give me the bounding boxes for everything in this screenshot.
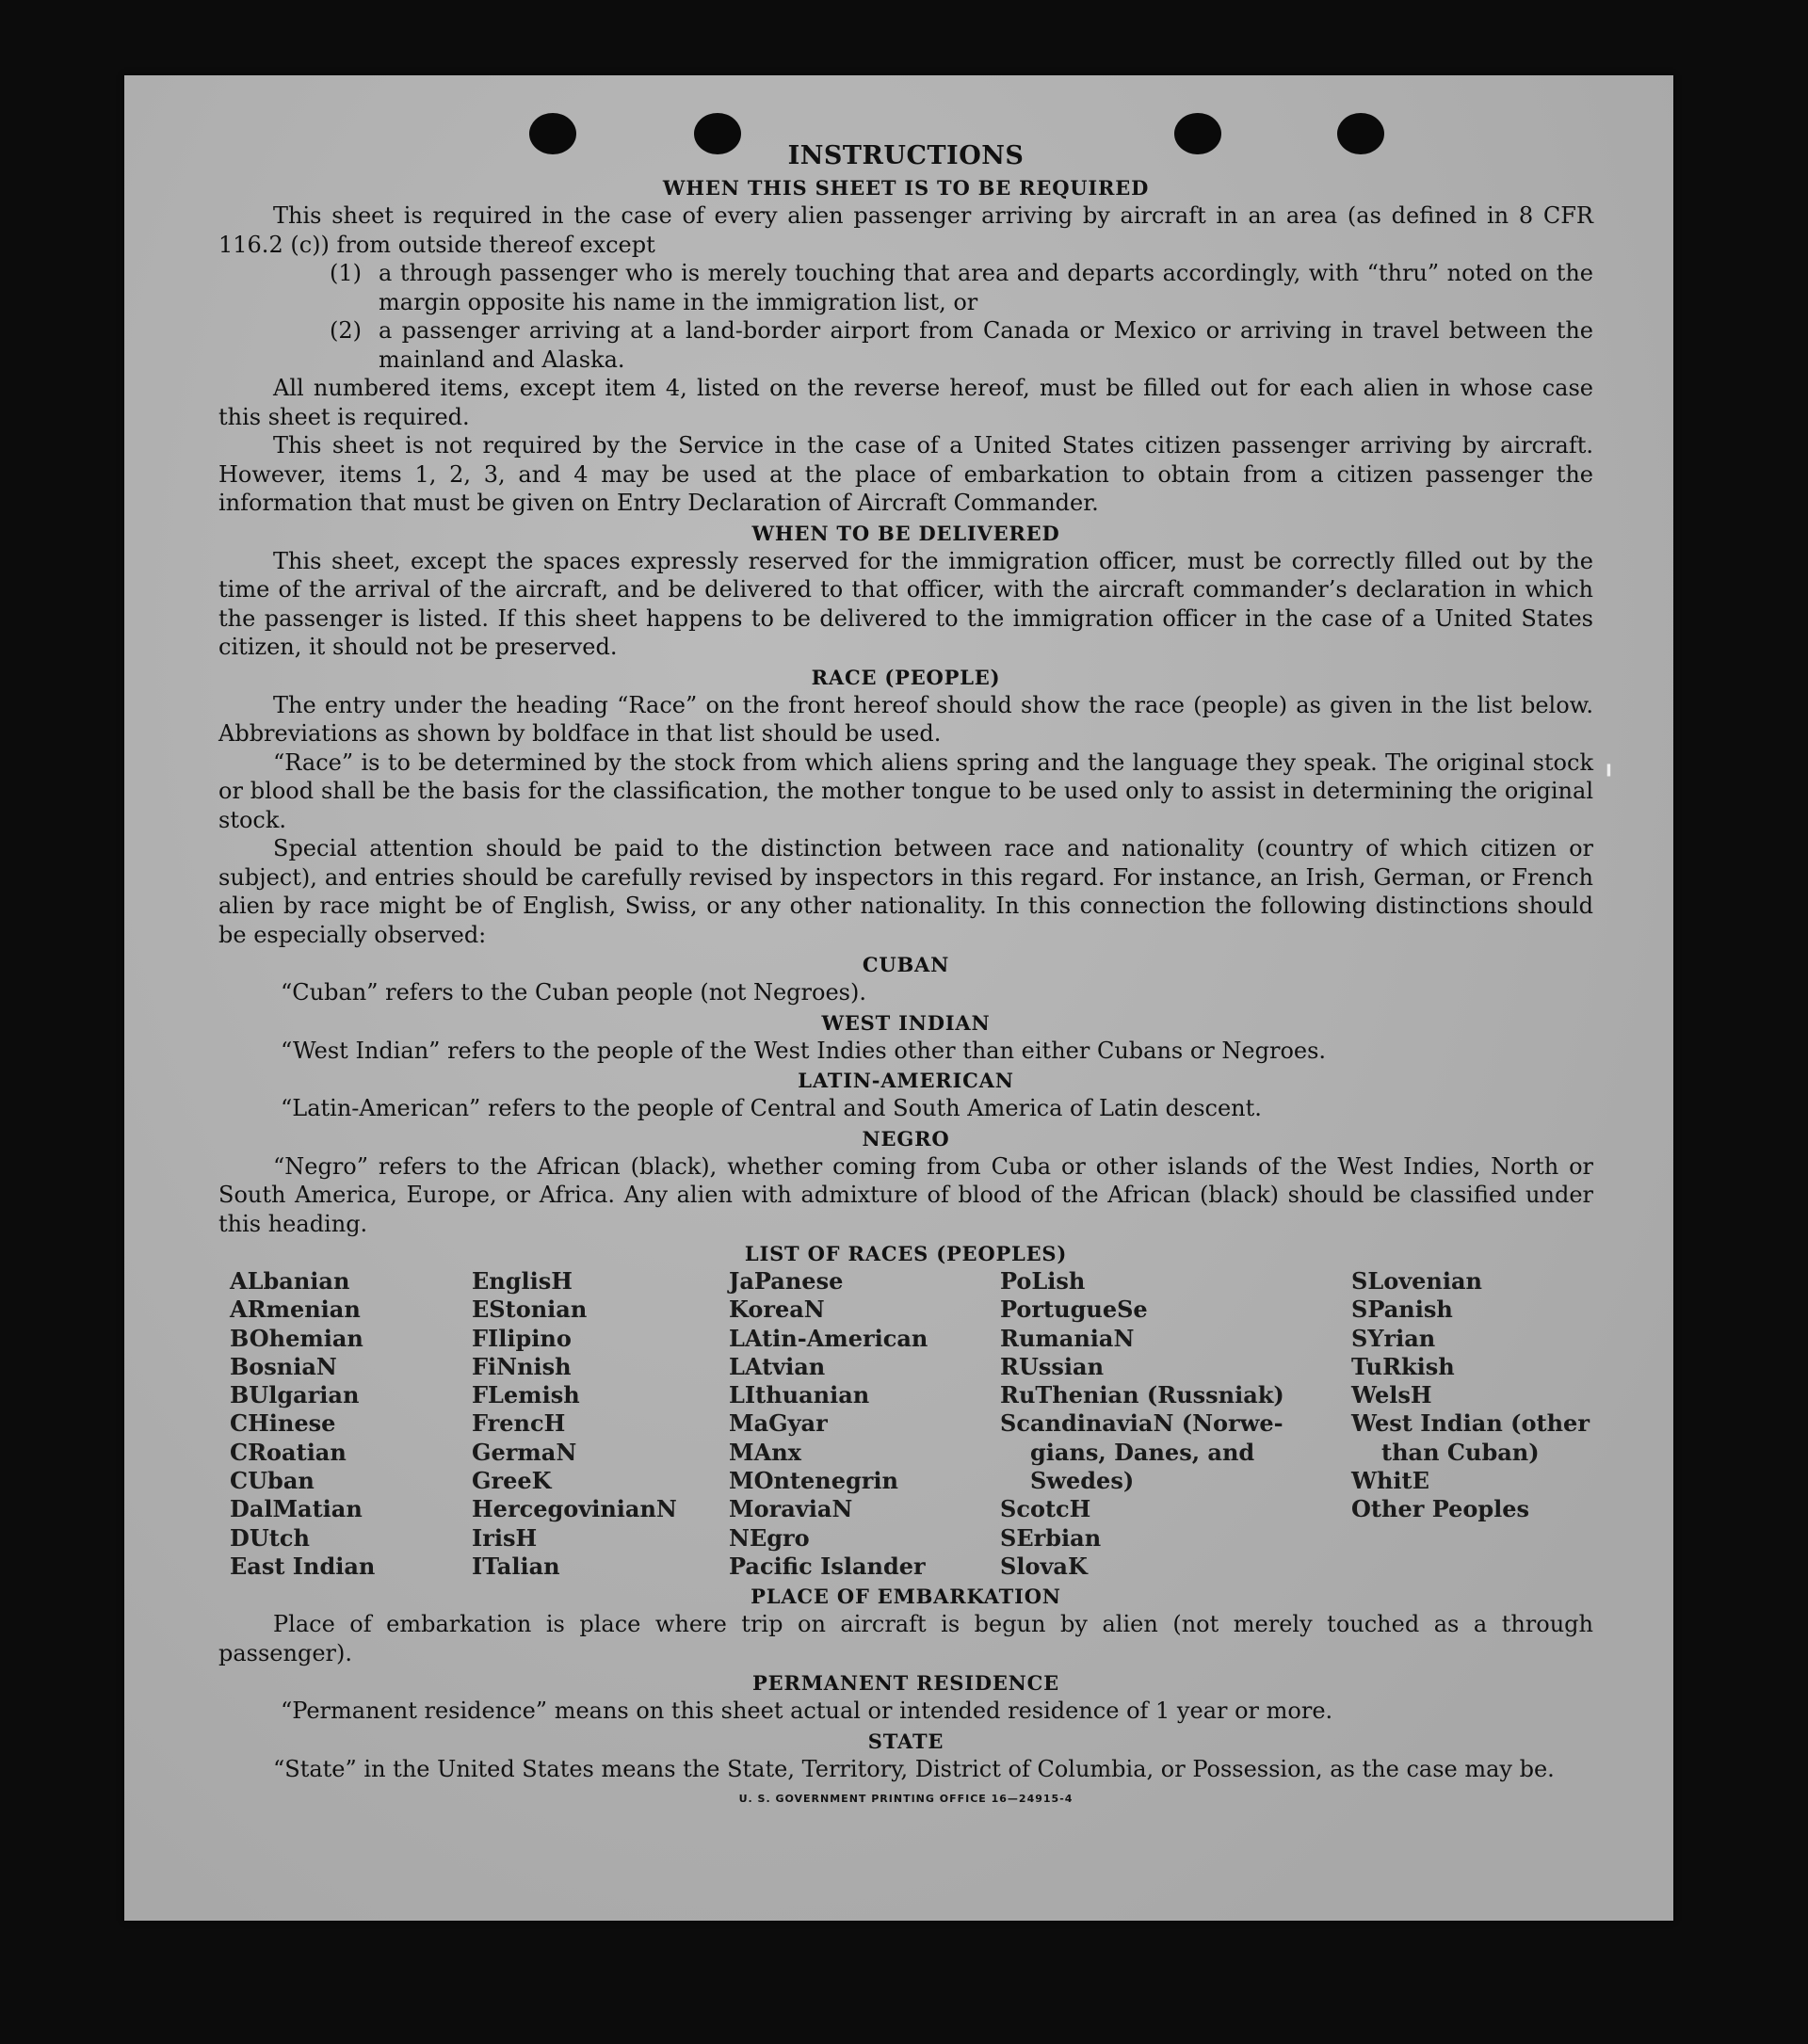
heading-state: STATE bbox=[867, 1729, 944, 1753]
race-entry: CUban bbox=[230, 1467, 315, 1495]
race-entry: ITalian bbox=[472, 1552, 560, 1580]
latin-american-text: “Latin-American” refers to the people of Central and South America of Latin descent. bbox=[281, 1095, 1262, 1121]
race-entry: ScandinaviaN (Norwe- bbox=[1000, 1409, 1283, 1438]
when-delivered-text: This sheet, except the spaces expressly reserved for the immigration officer, must be correctly filled out by the time of the arrival of the aircraft, and be delivered to that officer, with the aircraft commander’s declaration in which the passenger is listed. If this sheet happens to be delivered to the immigration officer in the case of a United States citizen, it should not be preserved. bbox=[218, 547, 1593, 660]
heading-when-required: WHEN THIS SHEET IS TO BE REQUIRED bbox=[662, 176, 1150, 200]
state-text: “State” in the United States means the State, Territory, District of Columbia, or Possession, as the case may be. bbox=[273, 1755, 1555, 1782]
races-column-5 bbox=[1351, 1267, 1605, 1581]
races-column-4 bbox=[1000, 1267, 1351, 1581]
race-entry: CRoatian bbox=[230, 1438, 347, 1466]
exception-item: (2) a passenger arriving at a land-border airport from Canada or Mexico or arriving in travel between the mainland and Alaska. bbox=[330, 317, 1593, 373]
race-paragraph-1: The entry under the heading “Race” on the front hereof should show the race (people) as given in the list below. Abbreviations as shown by boldface in that list should be used. bbox=[218, 691, 1593, 747]
races-list bbox=[218, 1267, 1593, 1581]
race-entry: FLemish bbox=[472, 1381, 580, 1409]
race-entry: RUssian bbox=[1000, 1352, 1105, 1380]
race-entry: DUtch bbox=[230, 1523, 310, 1552]
race-paragraph-2: “Race” is to be determined by the stock from which aliens spring and the language they speak. The original stock or blood shall be the basis for the classification, the mother tongue to be used only to assist in determining the original stock. bbox=[218, 748, 1593, 833]
when-required-intro: This sheet is required in the case of every alien passenger arriving by aircraft in an area (as defined in 8 CFR 116.2 (c)) from outside thereof except bbox=[218, 202, 1593, 258]
race-entry: RumaniaN bbox=[1000, 1324, 1135, 1352]
race-entry: CHinese bbox=[230, 1409, 336, 1438]
heading-permanent-residence: PERMANENT RESIDENCE bbox=[752, 1671, 1059, 1696]
race-entry: TuRkish bbox=[1351, 1352, 1455, 1380]
instructions-content bbox=[218, 141, 1593, 1805]
race-entry: JaPanese bbox=[729, 1267, 844, 1295]
race-entry: GermaN bbox=[472, 1438, 577, 1466]
west-indian-text: “West Indian” refers to the people of the West Indies other than either Cubans or Negroes. bbox=[281, 1037, 1327, 1064]
race-entry: SPanish bbox=[1351, 1296, 1453, 1324]
race-entry: DalMatian bbox=[230, 1495, 363, 1523]
race-entry: LAtvian bbox=[729, 1352, 826, 1380]
race-entry: IrisH bbox=[472, 1523, 538, 1552]
race-entry: KoreaN bbox=[729, 1296, 825, 1324]
race-entry: Pacific Islander bbox=[729, 1552, 926, 1580]
race-entry: Other Peoples bbox=[1351, 1495, 1530, 1523]
race-entry: NEgro bbox=[729, 1523, 810, 1552]
race-entry: MaGyar bbox=[729, 1409, 828, 1438]
race-entry: than Cuban) bbox=[1381, 1438, 1540, 1466]
heading-list-of-races: LIST OF RACES (PEOPLES) bbox=[744, 1242, 1068, 1265]
heading-west-indian: WEST INDIAN bbox=[821, 1010, 991, 1035]
heading-race: RACE (PEOPLE) bbox=[811, 665, 1001, 689]
race-entry: FrencH bbox=[472, 1409, 566, 1438]
citizen-paragraph: This sheet is not required by the Service in the case of a United States citizen passenger arriving by aircraft. However, items 1, 2, 3, and 4 may be used at the place of embarkation to obtain from a citizen passenger the information that must be given on Entry Declaration of Aircraft Commander. bbox=[218, 432, 1593, 516]
race-entry: ScotcH bbox=[1000, 1495, 1091, 1523]
race-entry: SlovaK bbox=[1000, 1552, 1088, 1580]
race-entry: HercegovinianN bbox=[472, 1495, 677, 1523]
embarkation-text: Place of embarkation is place where trip on aircraft is begun by alien (not merely touched as a through passenger). bbox=[218, 1611, 1593, 1666]
heading-cuban: CUBAN bbox=[862, 953, 950, 976]
race-entry: EStonian bbox=[472, 1296, 588, 1324]
heading-when-delivered: WHEN TO BE DELIVERED bbox=[751, 521, 1060, 545]
exception-item: (1) a through passenger who is merely touching that area and departs accordingly, with “thru” noted on the margin opposite his name in the immigration list, or bbox=[330, 260, 1593, 315]
race-entry: MAnx bbox=[729, 1438, 801, 1466]
race-entry: FIlipino bbox=[472, 1324, 572, 1352]
race-entry: gians, Danes, and bbox=[1030, 1438, 1255, 1466]
negro-text: “Negro” refers to the African (black), whether coming from Cuba or other islands of the West Indies, North or South America, Europe, or Africa. Any alien with admixture of blood of the African (black) should be classified under this heading. bbox=[218, 1152, 1593, 1237]
race-entry: BUlgarian bbox=[230, 1381, 360, 1409]
race-entry: SLovenian bbox=[1351, 1267, 1482, 1295]
race-entry: MoraviaN bbox=[729, 1495, 853, 1523]
race-entry: WhitE bbox=[1351, 1467, 1429, 1495]
heading-negro: NEGRO bbox=[862, 1126, 950, 1151]
race-entry: BosniaN bbox=[230, 1352, 337, 1380]
race-paragraph-3: Special attention should be paid to the distinction between race and nationality (country of which citizen or subject), and entries should be carefully revised by inspectors in this regard. For instance, an Irish, German, or French alien by race might be of English, Swiss, or any other nationality. In this connection the following distinctions should be especially observed: bbox=[218, 835, 1593, 948]
race-entry: FiNnish bbox=[472, 1352, 572, 1380]
race-entry: LIthuanian bbox=[729, 1381, 870, 1409]
edge-mark: ╻ bbox=[1602, 753, 1615, 777]
heading-embarkation: PLACE OF EMBARKATION bbox=[751, 1585, 1061, 1609]
races-column-3 bbox=[729, 1267, 1000, 1581]
cuban-text: “Cuban” refers to the Cuban people (not Negroes). bbox=[281, 979, 866, 1006]
permanent-residence-text: “Permanent residence” means on this sheet actual or intended residence of 1 year or more. bbox=[281, 1698, 1333, 1725]
race-entry: PoLish bbox=[1000, 1267, 1086, 1295]
printing-office-footer: U. S. GOVERNMENT PRINTING OFFICE 16—24915-4 bbox=[738, 1793, 1074, 1806]
races-column-2 bbox=[472, 1267, 729, 1581]
race-entry: East Indian bbox=[230, 1552, 376, 1580]
race-entry: ALbanian bbox=[230, 1267, 350, 1295]
race-entry: RuThenian (Russniak) bbox=[1000, 1381, 1284, 1409]
race-entry: SErbian bbox=[1000, 1523, 1102, 1552]
race-entry: ARmenian bbox=[230, 1296, 361, 1324]
race-entry: EnglisH bbox=[472, 1267, 573, 1295]
race-entry: GreeK bbox=[472, 1467, 552, 1495]
race-entry: PortugueSe bbox=[1000, 1296, 1148, 1324]
race-entry: BOhemian bbox=[230, 1324, 363, 1352]
race-entry: West Indian (other bbox=[1351, 1409, 1590, 1438]
numbered-items-paragraph: All numbered items, except item 4, listed on the reverse hereof, must be filled out for each alien in whose case this sheet is required. bbox=[218, 375, 1593, 430]
document-page bbox=[124, 75, 1673, 1921]
race-entry: SYrian bbox=[1351, 1324, 1436, 1352]
race-entry: LAtin-American bbox=[729, 1324, 928, 1352]
page-title: INSTRUCTIONS bbox=[787, 141, 1025, 170]
race-entry: WelsH bbox=[1351, 1381, 1432, 1409]
race-entry: Swedes) bbox=[1030, 1467, 1135, 1495]
races-column-1 bbox=[230, 1267, 472, 1581]
heading-latin-american: LATIN-AMERICAN bbox=[798, 1069, 1014, 1092]
race-entry: MOntenegrin bbox=[729, 1467, 898, 1495]
